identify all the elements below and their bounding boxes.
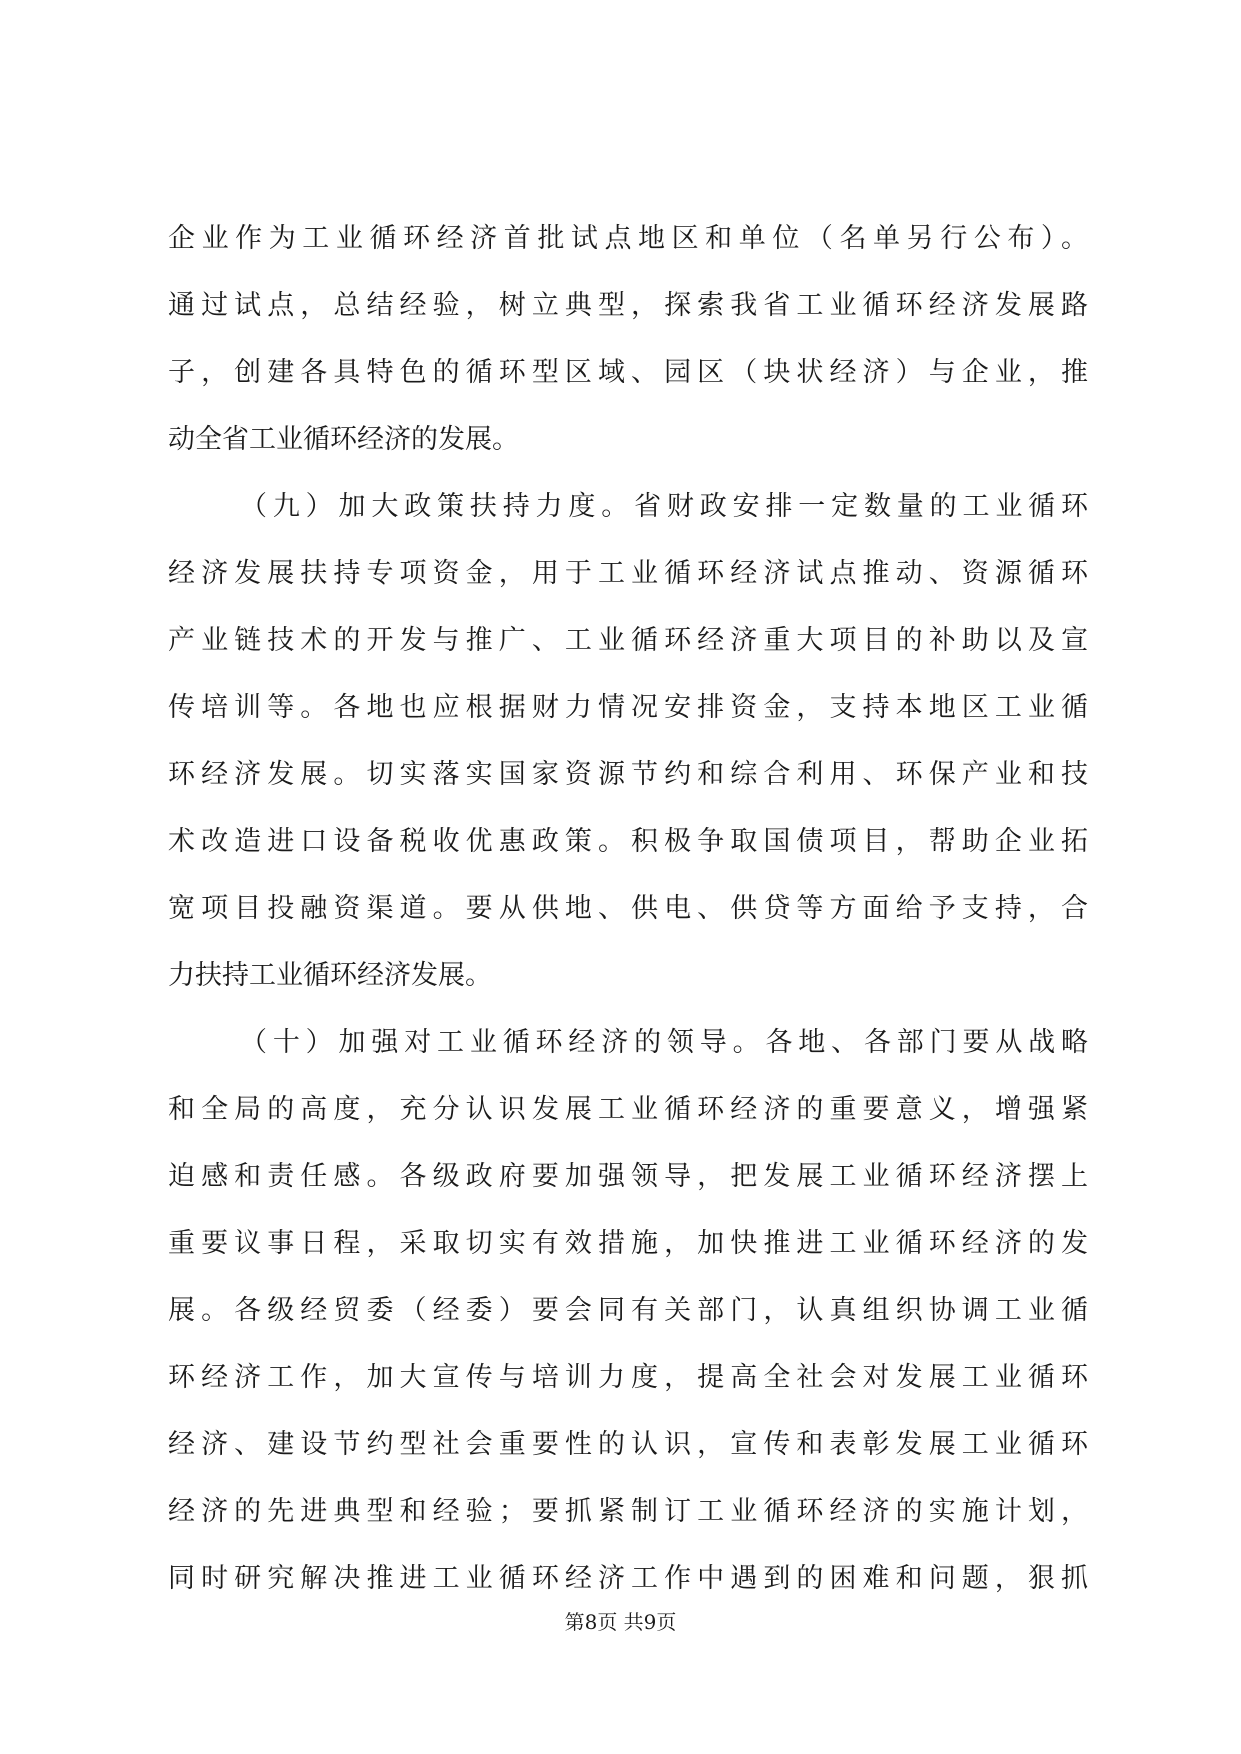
document-body (168, 205, 1088, 1612)
paragraph-line: 宽项目投融资渠道。要从供地、供电、供贷等方面给予支持，合 (168, 893, 1088, 924)
paragraph-line: 经济发展扶持专项资金，用于工业循环经济试点推动、资源循环 (168, 558, 1088, 589)
paragraph-line: 力扶持工业循环经济发展。 (168, 960, 492, 991)
paragraph-line: 环经济发展。切实落实国家资源节约和综合利用、环保产业和技 (168, 759, 1088, 790)
paragraph-line: 经济、建设节约型社会重要性的认识，宣传和表彰发展工业循环 (168, 1429, 1088, 1460)
paragraph-line: 环经济工作，加大宣传与培训力度，提高全社会对发展工业循环 (168, 1362, 1088, 1393)
paragraph-line: 重要议事日程，采取切实有效措施，加快推进工业循环经济的发 (168, 1228, 1088, 1259)
paragraph-line: 同时研究解决推进工业循环经济工作中遇到的困难和问题，狠抓 (168, 1563, 1088, 1594)
paragraph-line: 企业作为工业循环经济首批试点地区和单位（名单另行公布）。 (168, 223, 1088, 254)
page-number-footer: 第8页 共9页 (564, 1610, 677, 1634)
paragraph-line: 和全局的高度，充分认识发展工业循环经济的重要意义，增强紧 (168, 1094, 1088, 1125)
paragraph-line: 通过试点，总结经验，树立典型，探索我省工业循环经济发展路 (168, 290, 1088, 321)
paragraph-line: 经济的先进典型和经验；要抓紧制订工业循环经济的实施计划， (168, 1496, 1088, 1527)
paragraph-line: 子，创建各具特色的循环型区域、园区（块状经济）与企业，推 (168, 357, 1088, 388)
paragraph-line: 产业链技术的开发与推广、工业循环经济重大项目的补助以及宣 (168, 625, 1088, 656)
paragraph-line: （九）加大政策扶持力度。省财政安排一定数量的工业循环 (240, 491, 1088, 522)
paragraph-line: 术改造进口设备税收优惠政策。积极争取国债项目，帮助企业拓 (168, 826, 1088, 857)
paragraph-line: 传培训等。各地也应根据财力情况安排资金，支持本地区工业循 (168, 692, 1088, 723)
paragraph-line: 展。各级经贸委（经委）要会同有关部门，认真组织协调工业循 (168, 1295, 1088, 1326)
paragraph-line: 迫感和责任感。各级政府要加强领导，把发展工业循环经济摆上 (168, 1161, 1088, 1192)
paragraph-line: （十）加强对工业循环经济的领导。各地、各部门要从战略 (240, 1027, 1088, 1058)
paragraph-line: 动全省工业循环经济的发展。 (168, 424, 519, 455)
